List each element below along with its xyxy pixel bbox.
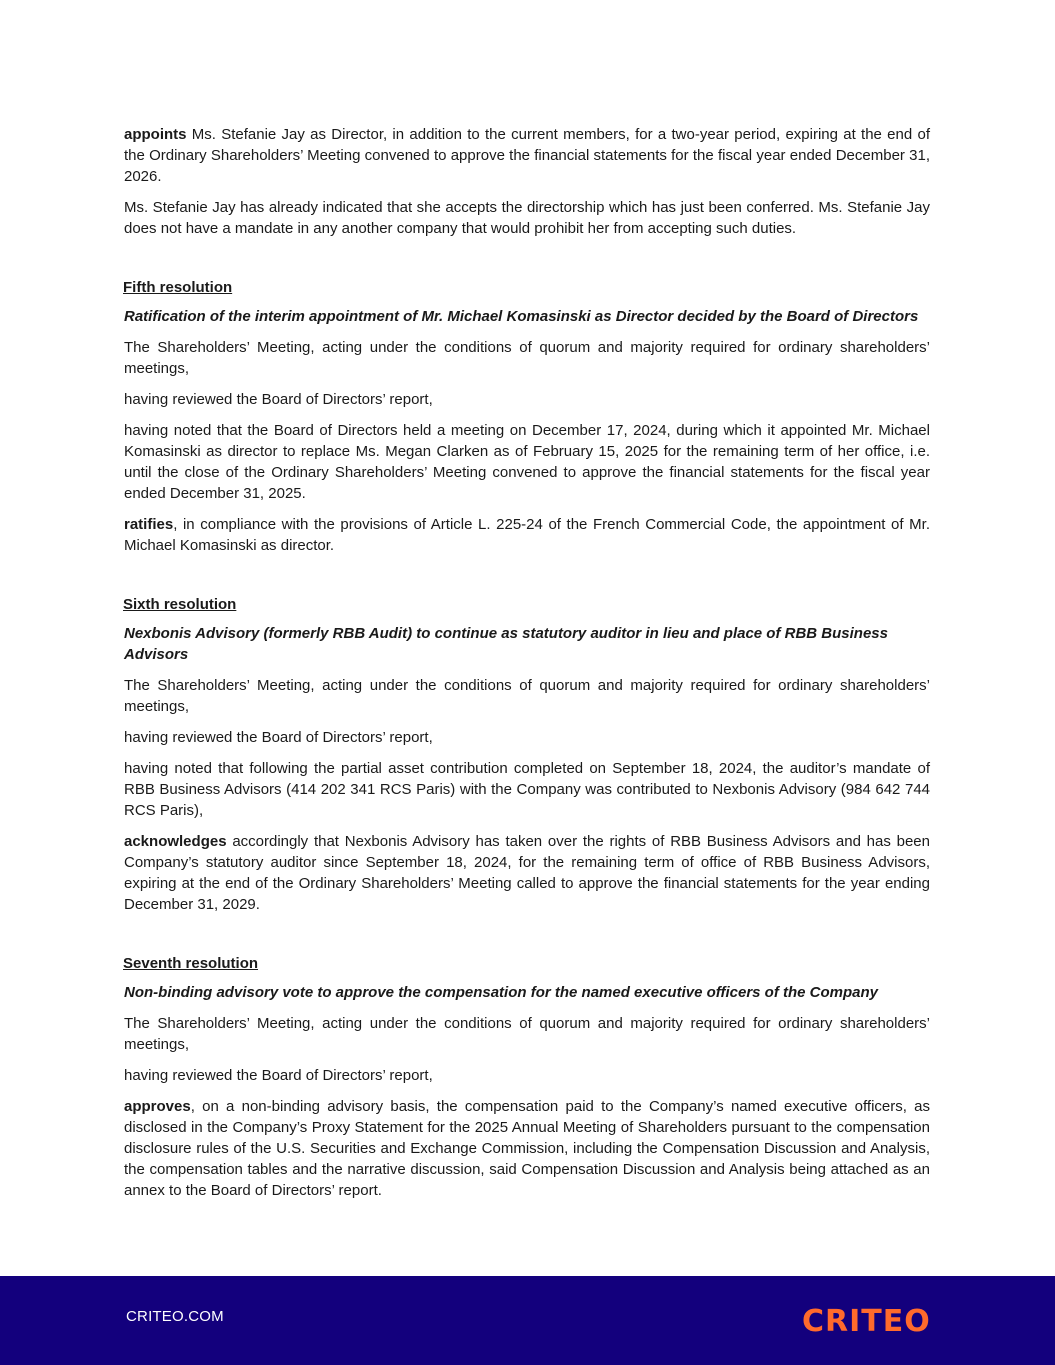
intro-paragraph-2: Ms. Stefanie Jay has already indicated that she accepts the directorship which has just been conferred. Ms. Stefanie Jay does not have a mandate in any another company that would prohibit her from accepting such duties. xyxy=(124,199,930,237)
seventh-paragraph-1: The Shareholders’ Meeting, acting under the conditions of quorum and majority required for ordinary shareholders’ meetings, xyxy=(124,1015,930,1053)
fifth-paragraph-2: having reviewed the Board of Directors’ report, xyxy=(124,391,433,408)
fifth-paragraph-3: having noted that the Board of Directors held a meeting on December 17, 2024, during which it appointed Mr. Michael Komasinski as director to replace Ms. Megan Clarken as of February 15, 2025 for the remaining term of her office, i.e. until the close of the Ordinary Shareholders’ Meeting convened to approve the financial statements for the fiscal year ended December 31, 2025. xyxy=(124,422,930,502)
sixth-paragraph-1: The Shareholders’ Meeting, acting under the conditions of quorum and majority required for ordinary shareholders’ meetings, xyxy=(124,677,930,715)
fifth-paragraph-4: ratifies, in compliance with the provisions of Article L. 225-24 of the French Commercial Code, the appointment of Mr. Michael Komasinski as director. xyxy=(124,516,930,554)
sixth-resolution-subtitle: Nexbonis Advisory (formerly RBB Audit) to continue as statutory auditor in lieu and place of RBB Business Advisors xyxy=(124,625,888,663)
sixth-paragraph-2: having reviewed the Board of Directors’ report, xyxy=(124,729,433,746)
fifth-resolution-heading: Fifth resolution xyxy=(123,279,233,296)
seventh-resolution-subtitle: Non-binding advisory vote to approve the compensation for the named executive officers of the Company xyxy=(124,984,879,1001)
seventh-resolution-heading: Seventh resolution xyxy=(123,955,259,972)
criteo-logo: CRITEO xyxy=(802,1304,931,1339)
page-footer xyxy=(0,1276,1055,1365)
sixth-paragraph-4: acknowledges accordingly that Nexbonis Advisory has taken over the rights of RBB Business Advisors and has been Company’s statutory auditor since September 18, 2024, for the remaining term of office of RBB Business Advisors, expiring at the end of the Ordinary Shareholders’ Meeting called to approve the financial statements for the year ending December 31, 2029. xyxy=(124,833,930,913)
website-link[interactable]: CRITEO.COM xyxy=(126,1308,224,1325)
fifth-resolution-subtitle: Ratification of the interim appointment of Mr. Michael Komasinski as Director decided by the Board of Directors xyxy=(124,308,919,325)
fifth-paragraph-1: The Shareholders’ Meeting, acting under the conditions of quorum and majority required for ordinary shareholders’ meetings, xyxy=(124,339,930,377)
sixth-resolution-heading: Sixth resolution xyxy=(123,596,237,613)
sixth-paragraph-3: having noted that following the partial asset contribution completed on September 18, 2024, the auditor’s mandate of RBB Business Advisors (414 202 341 RCS Paris) with the Company was contributed to Nexbonis Advisory (984 642 744 RCS Paris), xyxy=(124,760,930,819)
intro-paragraph-1: appoints Ms. Stefanie Jay as Director, in addition to the current members, for a two-year period, expiring at the end of the Ordinary Shareholders’ Meeting convened to approve the financial statements for the fiscal year ended December 31, 2026. xyxy=(124,126,930,185)
document-body xyxy=(124,124,930,1211)
seventh-paragraph-3: approves, on a non-binding advisory basis, the compensation paid to the Company’s named executive officers, as disclosed in the Company’s Proxy Statement for the 2025 Annual Meeting of Shareholders pursuant to the compensation disclosure rules of the U.S. Securities and Exchange Commission, including the Compensation Discussion and Analysis, the compensation tables and the narrative discussion, said Compensation Discussion and Analysis being attached as an annex to the Board of Directors’ report. xyxy=(124,1098,930,1199)
seventh-paragraph-2: having reviewed the Board of Directors’ report, xyxy=(124,1067,433,1084)
